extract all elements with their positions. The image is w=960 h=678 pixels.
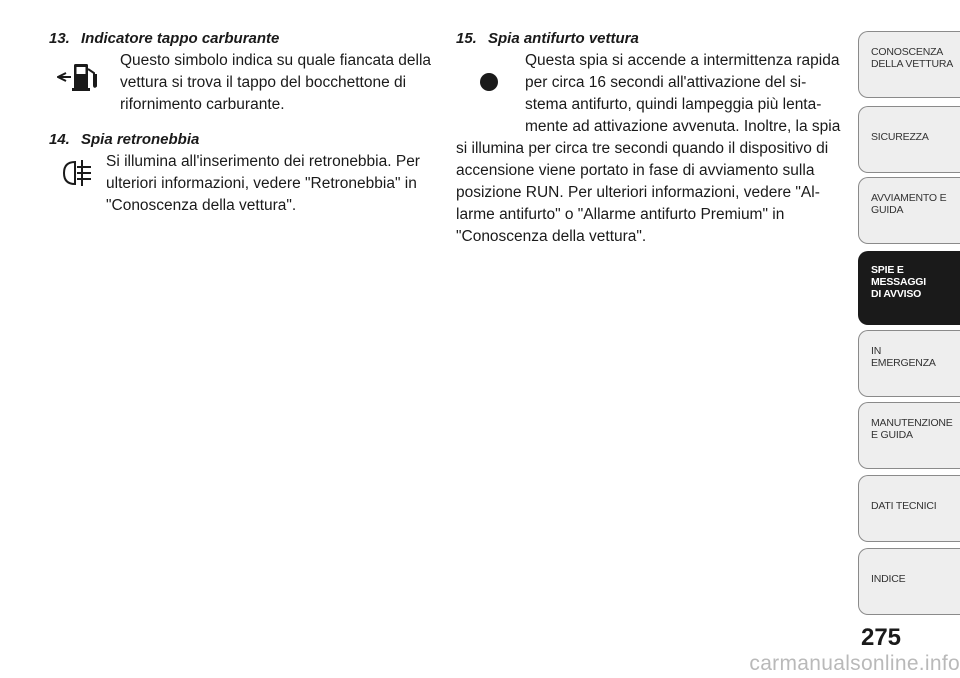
section-13-title: Indicatore tappo carburante bbox=[81, 30, 280, 47]
tab-label: EMERGENZA bbox=[871, 357, 936, 369]
tab-label: MESSAGGI bbox=[871, 276, 926, 288]
section-14 bbox=[49, 129, 439, 217]
tab-dati-tecnici[interactable] bbox=[858, 475, 960, 542]
left-column bbox=[49, 28, 439, 217]
section-15-body-full bbox=[456, 138, 842, 248]
tab-label: DATI TECNICI bbox=[871, 500, 937, 512]
tab-label: CONOSCENZA bbox=[871, 46, 944, 58]
tab-label: IN bbox=[871, 345, 882, 357]
section-15-full-line-1: si illumina per circa tre secondi quando il dispositivo di bbox=[456, 140, 829, 157]
section-14-line-1: Si illumina all'inserimento dei retronebbia. Per bbox=[106, 153, 420, 170]
section-14-line-2: ulteriori informazioni, vedere "Retronebbia" in bbox=[106, 175, 417, 192]
section-15-full-line-5: "Conoscenza della vettura". bbox=[456, 228, 647, 245]
section-15-full-line-3: posizione RUN. Per ulteriori informazioni, vedere "Al- bbox=[456, 184, 820, 201]
tab-manutenzione-e-guida[interactable] bbox=[858, 402, 960, 469]
section-14-title: Spia retronebbia bbox=[81, 131, 200, 148]
rear-fog-light-icon bbox=[61, 159, 93, 194]
tab-label: GUIDA bbox=[871, 204, 904, 216]
tab-label: SPIE E bbox=[871, 264, 904, 276]
page-number: 275 bbox=[860, 624, 902, 651]
tab-label: E GUIDA bbox=[871, 429, 913, 441]
section-13-body bbox=[49, 50, 439, 116]
section-14-number: 14. bbox=[49, 131, 70, 148]
section-13-number: 13. bbox=[49, 30, 70, 47]
chapter-tabs-sidebar bbox=[858, 0, 960, 678]
watermark: carmanualsonline.info bbox=[749, 652, 960, 675]
tab-spie-e-messaggi-di-avviso[interactable] bbox=[858, 251, 960, 325]
section-15-body-indented bbox=[456, 50, 842, 138]
tab-in-emergenza[interactable] bbox=[858, 330, 960, 397]
section-15-line-1: Questa spia si accende a intermittenza rapida bbox=[525, 52, 840, 69]
tab-avviamento-e-guida[interactable] bbox=[858, 177, 960, 244]
section-15-line-3: stema antifurto, quindi lampeggia più lenta- bbox=[525, 96, 822, 113]
section-13-line-2: vettura si trova il tappo del bocchettone di bbox=[120, 74, 407, 91]
section-13-heading bbox=[49, 28, 439, 50]
section-14-heading bbox=[49, 129, 439, 151]
section-14-line-3: "Conoscenza della vettura". bbox=[106, 197, 297, 214]
tab-label: DELLA VETTURA bbox=[871, 58, 954, 70]
section-15-number: 15. bbox=[456, 30, 477, 47]
tab-conoscenza-della-vettura[interactable] bbox=[858, 31, 960, 98]
section-13-line-1: Questo simbolo indica su quale fiancata della bbox=[120, 52, 432, 69]
section-15 bbox=[456, 28, 842, 248]
section-14-body bbox=[49, 151, 439, 217]
fuel-cap-side-indicator-icon bbox=[57, 60, 101, 101]
tab-sicurezza[interactable] bbox=[858, 106, 960, 173]
tab-label: MANUTENZIONE bbox=[871, 417, 953, 429]
section-15-full-line-2: accensione viene portato in fase di avviamento sulla bbox=[456, 162, 815, 179]
tab-label: SICUREZZA bbox=[871, 131, 929, 143]
tab-label: DI AVVISO bbox=[871, 288, 922, 300]
tab-label: INDICE bbox=[871, 573, 906, 585]
tab-indice[interactable] bbox=[858, 548, 960, 615]
section-13 bbox=[49, 28, 439, 116]
right-column bbox=[456, 28, 842, 248]
section-15-heading bbox=[456, 28, 842, 50]
section-15-title: Spia antifurto vettura bbox=[488, 30, 639, 47]
section-13-line-3: rifornimento carburante. bbox=[120, 96, 285, 113]
security-alarm-indicator-icon bbox=[479, 72, 499, 99]
section-15-line-4: mente ad attivazione avvenuta. Inoltre, la spia bbox=[525, 118, 841, 135]
tab-label: AVVIAMENTO E bbox=[871, 192, 947, 204]
section-15-full-line-4: larme antifurto" o "Allarme antifurto Premium" in bbox=[456, 206, 785, 223]
section-15-line-2: per circa 16 secondi all'attivazione del si- bbox=[525, 74, 807, 91]
